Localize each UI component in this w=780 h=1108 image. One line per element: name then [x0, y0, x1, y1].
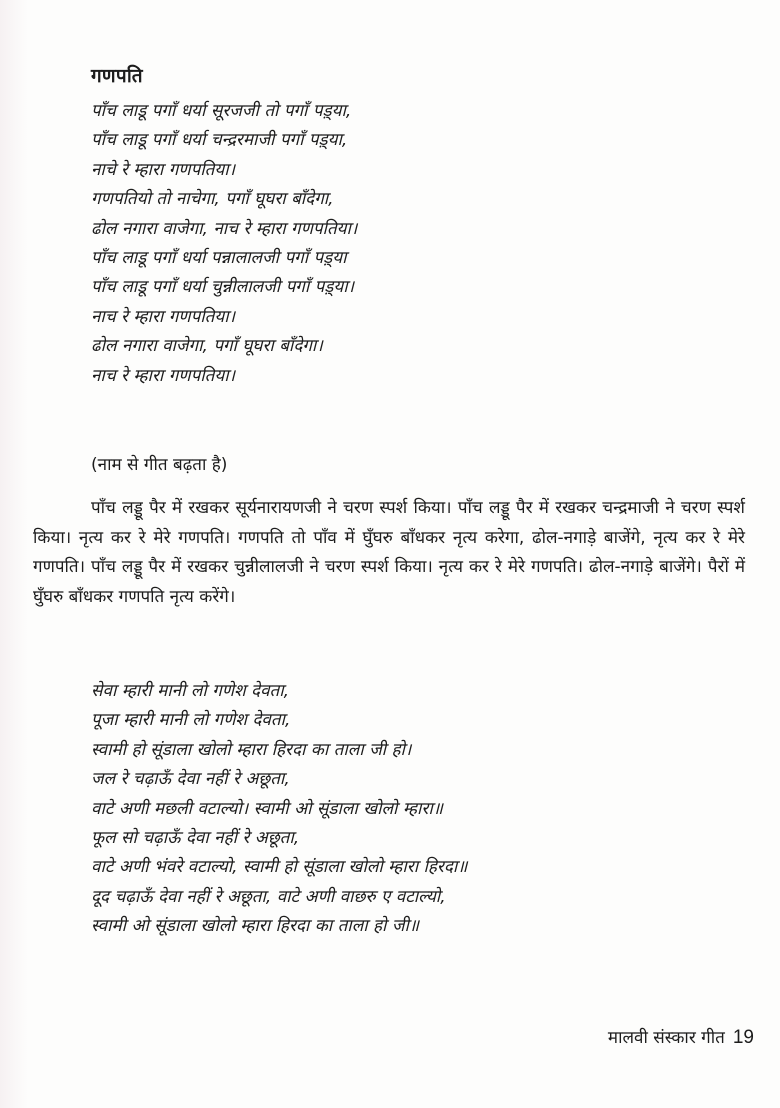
verse-line: स्वामी ओ सूंडाला खोलो म्हारा हिरदा का ताला हो जी॥: [91, 916, 420, 937]
book-title: मालवी संस्कार गीत: [607, 1028, 725, 1048]
verse-line: नाच रे म्हारा गणपतिया।: [91, 306, 236, 327]
verse-line: जल रे चढ़ाऊँ देवा नहीं रे अछूता,: [91, 769, 290, 790]
section-title: गणपति: [91, 65, 143, 87]
verse-line: वाटे अणी मछली वटाल्यो। स्वामी ओ सूंडाला खोलो म्हारा॥: [91, 798, 443, 819]
verse-line: पाँच लाडू पगाँ धर्या चुन्नीलालजी पगाँ पड़्या।: [91, 277, 355, 298]
page-footer: [608, 1025, 754, 1049]
verse-line: दूद चढ़ाऊँ देवा नहीं रे अछूता, वाटे अणी वाछरु ए वटाल्यो,: [91, 886, 446, 907]
verse-line: वाटे अणी भंवरे वटाल्यो, स्वामी हो सूंडाला खोलो म्हारा हिरदा॥: [91, 857, 468, 878]
verse-line: नाचे रे म्हारा गणपतिया।: [91, 159, 236, 180]
song-verse-1: [91, 97, 357, 391]
verse-line: पूजा म्हारी मानी लो गणेश देवता,: [91, 710, 291, 731]
verse-line: पाँच लाडू पगाँ धर्या पन्नालालजी पगाँ पड़्या: [91, 248, 347, 269]
song-verse-2: [91, 677, 468, 942]
verse-line: ढोल नगारा वाजेगा, नाच रे म्हारा गणपतिया।: [91, 218, 358, 239]
verse-line: ढोल नगारा वाजेगा, पगाँ घूघरा बाँदेगा।: [91, 336, 323, 357]
performance-note: (नाम से गीत बढ़ता है): [91, 455, 228, 475]
verse-line: पाँच लाडू पगाँ धर्या चन्द्ररमाजी पगाँ पड़्या,: [91, 130, 348, 151]
verse-line: फूल सो चढ़ाऊँ देवा नहीं रे अछूता,: [91, 828, 300, 849]
page-number: 19: [732, 1027, 754, 1048]
page-gutter-shade: [0, 0, 28, 1108]
verse-line: स्वामी हो सूंडाला खोलो म्हारा हिरदा का ताला जी हो।: [91, 739, 412, 760]
verse-line: गणपतियो तो नाचेगा, पगाँ घूघरा बाँदेगा,: [91, 189, 334, 210]
verse-line: पाँच लाडू पगाँ धर्या सूरजजी तो पगाँ पड़्या,: [91, 101, 352, 121]
verse-line: नाच रे म्हारा गणपतिया।: [91, 365, 236, 386]
translation-paragraph: पाँच लड्डू पैर में रखकर सूर्यनारायणजी ने चरण स्पर्श किया। पाँच लड्डू पैर में रखकर चन्द्रमाजी ने चरण स्पर्श किया। नृत्य कर रे मेरे गणपति। गणपति तो पाँव में घुँघरु बाँधकर नृत्य करेगा, ढोल-नगाड़े बाजेंगे, नृत्य कर रे मेरे गणपति। पाँच लड्डू पैर में रखकर चुन्नीलालजी ने चरण स्पर्श किया। नृत्य कर रे मेरे गणपति। ढोल-नगाड़े बाजेंगे। पैरों में घुँघरु बाँधकर गणपति नृत्य करेंगे।: [33, 498, 745, 607]
verse-line: सेवा म्हारी मानी लो गणेश देवता,: [91, 681, 290, 701]
